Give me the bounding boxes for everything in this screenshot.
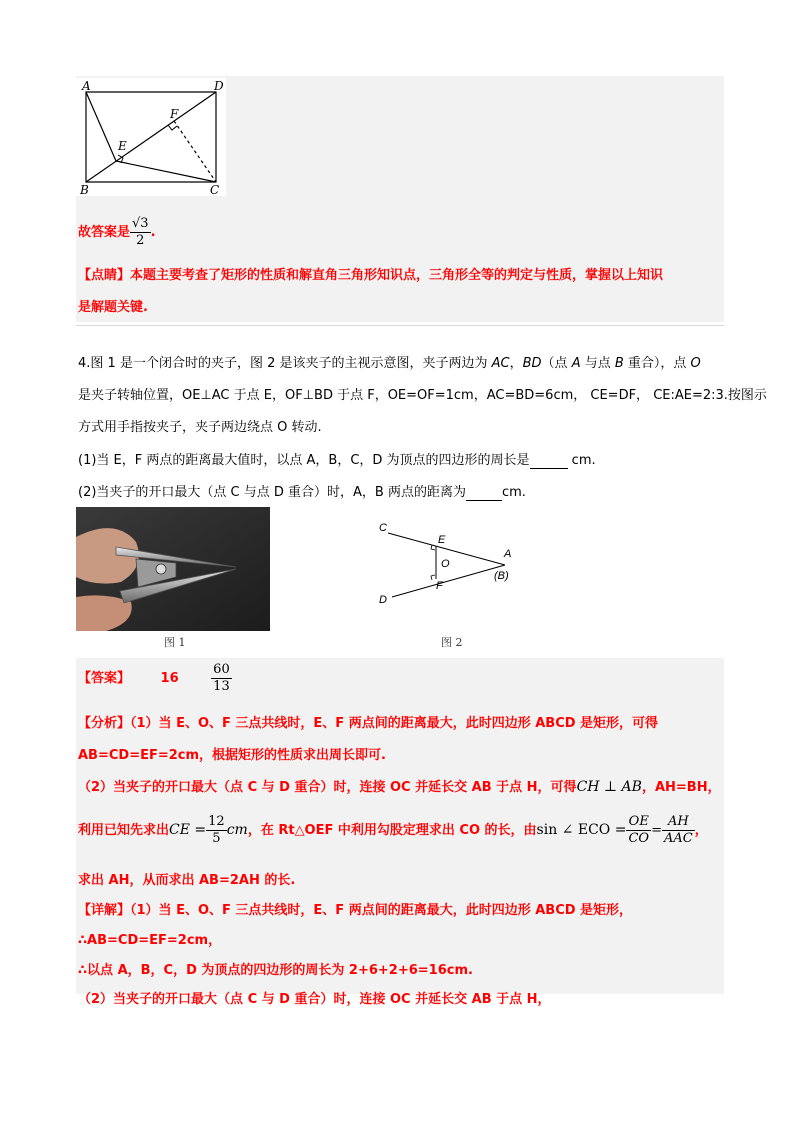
anal4-cm: cm — [226, 822, 248, 838]
p1b: AC — [491, 356, 510, 371]
rectangle-figure — [76, 78, 226, 196]
ratio2-den: AAC — [663, 831, 693, 846]
problem-line-2: 是夹子转轴位置，OE⊥AC 于点 E，OF⊥BD 于点 F，OE=OF=1cm，AC=BD=6cm， CE=DF， CE:AE=2:3.按图示 — [78, 388, 767, 403]
comment-line-2: 是解题关键. — [78, 300, 148, 315]
p1c: ， — [509, 356, 523, 371]
q2-unit: cm. — [501, 485, 526, 500]
p1i: 重合），点 — [623, 356, 691, 371]
diagram-label-a: A — [504, 548, 512, 560]
label-d: D — [214, 79, 224, 93]
clip-photo — [76, 507, 270, 631]
anal4-eq: = — [651, 823, 662, 838]
q2-text: (2)当夹子的开口最大（点 C 与点 D 重合）时，A，B 两点的距离为 — [78, 485, 466, 500]
diagram-label-o: O — [441, 558, 450, 570]
answer-prefix: 故答案是 — [78, 225, 131, 240]
diagram-label-c: C — [379, 522, 387, 534]
question-1 — [78, 449, 596, 469]
analysis-line-1: 【分析】（1）当 E、O、F 三点共线时，E、F 两点间的距离最大，此时四边形 ABCD 是矩形，可得 — [78, 716, 659, 731]
p1f: A — [571, 356, 581, 371]
ce-frac-den: 5 — [212, 831, 221, 846]
ratio-1 — [626, 814, 651, 847]
answer-label: 【答案】 — [78, 671, 131, 686]
answer-fraction — [130, 216, 151, 249]
answer-line — [78, 662, 232, 695]
anal4-text-c: ， — [694, 823, 708, 838]
anal3-text-b: ，AH=BH， — [641, 780, 721, 795]
caption-fig-2: 图 2 — [441, 636, 463, 649]
detail-line-2: ∴AB=CD=EF=2cm， — [78, 933, 222, 948]
caption-fig-1: 图 1 — [164, 636, 186, 649]
anal4-sin: sin ∠ ECO = — [536, 822, 627, 838]
p1d: BD — [522, 356, 542, 371]
detail-line-3: ∴以点 A，B，C，D 为顶点的四边形的周长为 2+6+2+6=16cm. — [78, 963, 473, 978]
answer-value-1: 16 — [160, 671, 179, 686]
analysis-line-4 — [78, 814, 708, 847]
answer-value-2 — [211, 662, 232, 695]
analysis-line-2: AB=CD=EF=2cm，根据矩形的性质求出周长即可. — [78, 748, 386, 763]
p1h: B — [614, 356, 624, 371]
ratio1-den: CO — [628, 831, 650, 846]
label-c: C — [210, 183, 220, 196]
label-e: E — [118, 139, 127, 153]
answer-frac-num: √3 — [132, 216, 149, 231]
p1g: 与点 — [580, 356, 615, 371]
ratio-2 — [662, 814, 695, 847]
analysis-line-5: 求出 AH，从而求出 AB=2AH 的长. — [78, 873, 296, 888]
detail-line-4: （2）当夹子的开口最大（点 C 与 D 重合）时，连接 OC 并延长交 AB 于点 H， — [78, 992, 551, 1007]
p1e: （点 — [541, 356, 572, 371]
diagram-label-e: E — [438, 534, 446, 546]
p1j: O — [690, 356, 701, 371]
answer-suffix: . — [150, 225, 156, 240]
label-f: F — [170, 107, 179, 121]
comment-line-1: 【点睛】本题主要考查了矩形的性质和解直角三角形知识点，三角形全等的判定与性质，掌握以上知识 — [78, 268, 664, 283]
label-b: B — [80, 183, 89, 196]
diagram-label-f: F — [436, 580, 443, 592]
ratio2-num: AH — [662, 814, 695, 831]
ce-frac-num: 12 — [208, 814, 225, 829]
diagram-label-d: D — [379, 594, 387, 606]
detail-line-1: 【详解】（1）当 E、O、F 三点共线时，E、F 两点间的距离最大，此时四边形 ABCD 是矩形， — [78, 903, 633, 918]
diagram-label-b: (B) — [494, 570, 509, 582]
q2-blank[interactable] — [466, 485, 502, 501]
divider — [76, 325, 724, 326]
answer2-den: 13 — [213, 679, 230, 694]
problem-line-1 — [78, 352, 701, 371]
question-2 — [78, 481, 526, 501]
previous-answer — [78, 216, 156, 249]
anal4-text: 利用已知先求出 — [78, 823, 170, 838]
q1-blank[interactable] — [530, 453, 568, 469]
anal4-text-b: ，在 Rt△OEF 中利用勾股定理求出 CO 的长，由 — [247, 823, 537, 838]
clip-diagram — [370, 515, 530, 610]
q1-unit: cm. — [567, 453, 596, 468]
q1-text: (1)当 E，F 两点的距离最大值时，以点 A，B，C，D 为顶点的四边形的周长是 — [78, 453, 530, 468]
answer2-num: 60 — [213, 662, 230, 677]
anal4-ce: CE = — [169, 822, 207, 838]
label-a: A — [82, 79, 91, 93]
problem-line-3: 方式用手指按夹子，夹子两边绕点 O 转动. — [78, 420, 322, 435]
analysis-line-3 — [78, 776, 721, 795]
ce-fraction — [206, 814, 227, 847]
anal3-text: （2）当夹子的开口最大（点 C 与 D 重合）时，连接 OC 并延长交 AB 于点 H，可得 — [78, 780, 577, 795]
answer-frac-den: 2 — [136, 233, 145, 248]
anal3-math: CH ⊥ AB — [576, 779, 642, 795]
p1a: 4.图 1 是一个闭合时的夹子，图 2 是该夹子的主视示意图，夹子两边为 — [78, 356, 492, 371]
ratio1-num: OE — [626, 814, 651, 831]
